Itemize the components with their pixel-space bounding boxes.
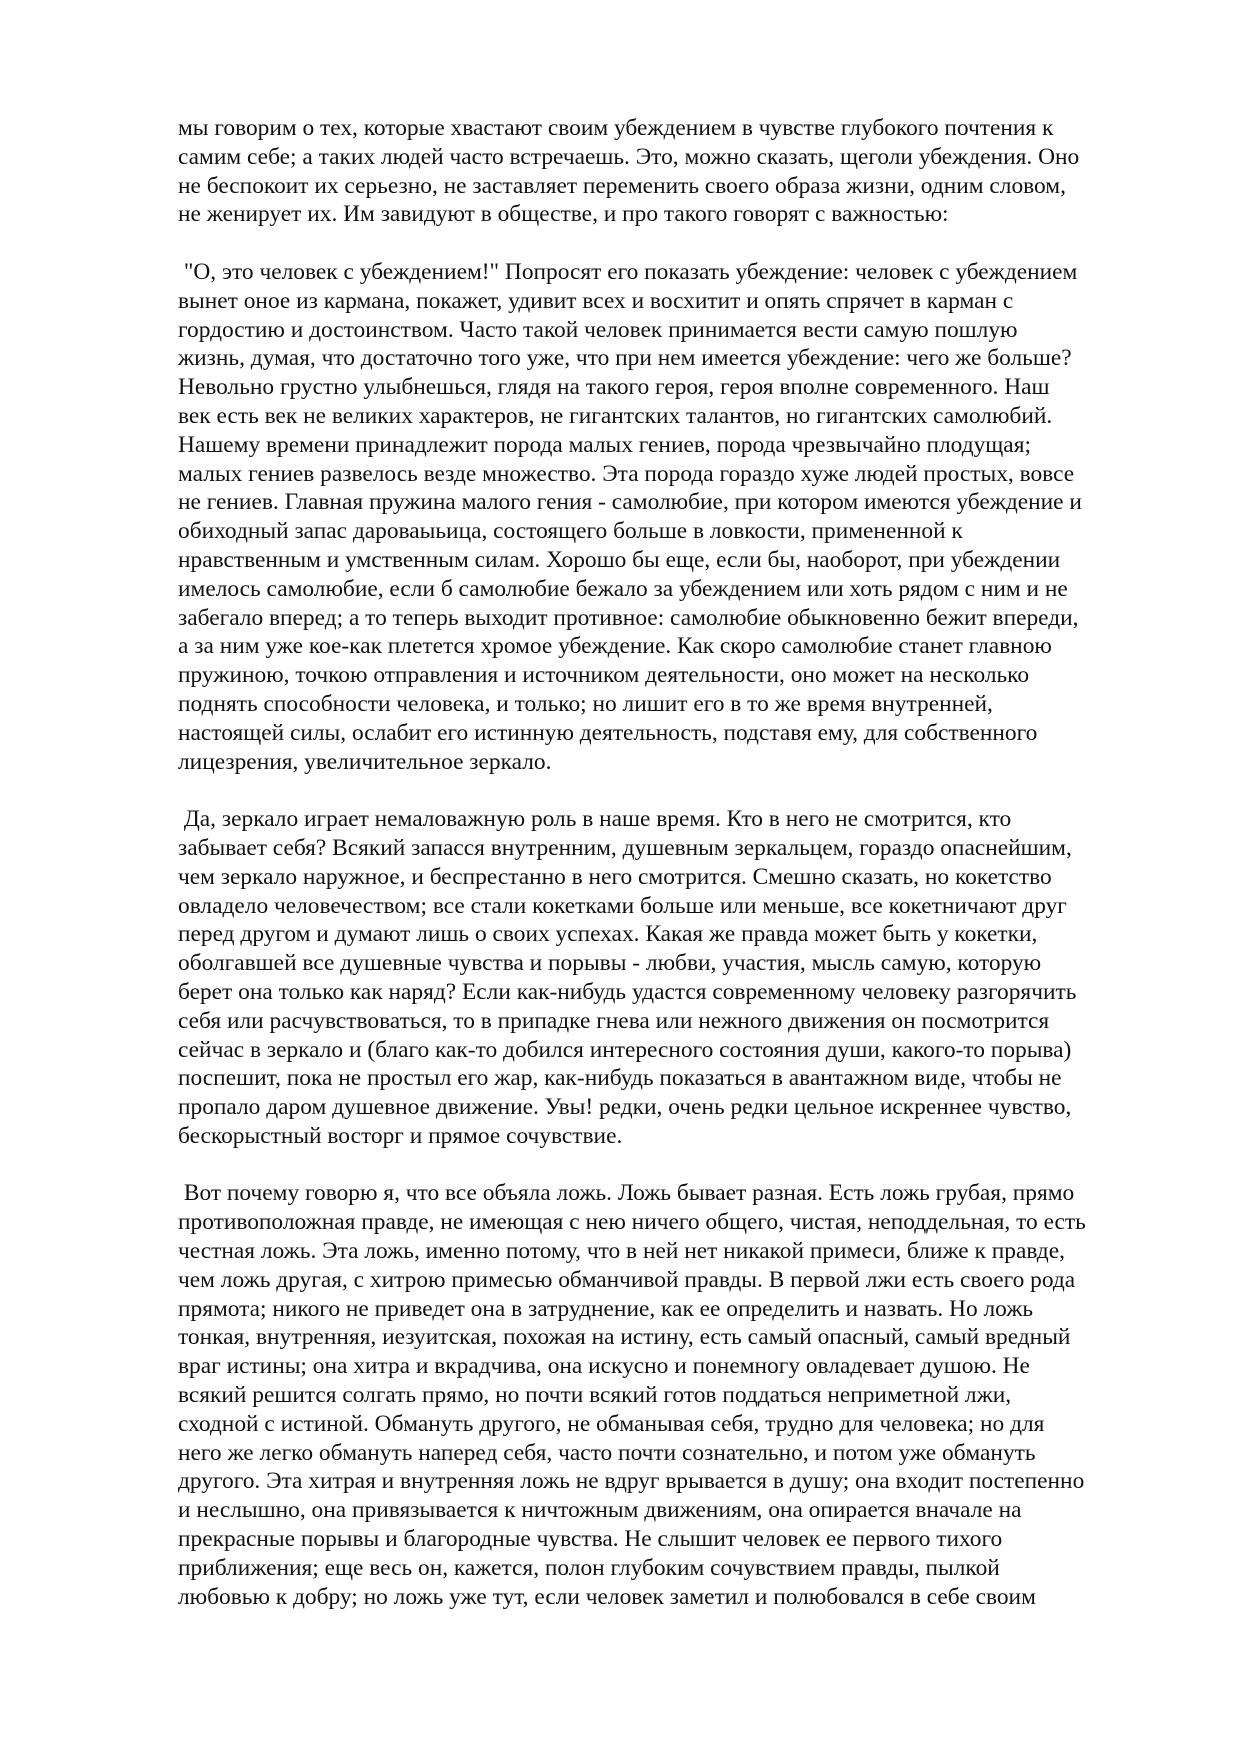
text-line: враг истины; она хитра и вкрадчива, она искусно и понемногу овладевает душою. Не: [178, 1353, 1030, 1380]
text-line: не гениев. Главная пружина малого гения - самолюбие, при котором имеются убеждение и: [178, 489, 1082, 516]
text-line: чем зеркало наружное, и беспрестанно в него смотрится. Смешно сказать, но кокетство: [178, 863, 1052, 890]
text-line: сейчас в зеркало и (благо как-то добился интересного состояния души, какого-то порыва): [178, 1036, 1072, 1063]
text-line: противоположная правде, не имеющая с нею ничего общего, чистая, неподдельная, то есть: [178, 1209, 1086, 1236]
text-line: и неслышно, она привязывается к ничтожным движениям, она опирается вначале на: [178, 1497, 1022, 1524]
text-line: перед другом и думают лишь о своих успехах. Какая же правда может быть у кокетки,: [178, 921, 1038, 948]
text-line: гордостию и достоинством. Часто такой человек принимается вести самую пошлую: [178, 316, 1018, 343]
text-line: тонкая, внутренняя, иезуитская, похожая на истину, есть самый опасный, самый вредный: [178, 1324, 1071, 1351]
text-line: не беспокоит их серьезно, не заставляет переменить своего образа жизни, одним словом,: [178, 172, 1066, 199]
text-line: а за ним уже кое-как плетется хромое убеждение. Как скоро самолюбие станет главною: [178, 633, 1052, 660]
text-line: бескорыстный восторг и прямое сочувствие.: [178, 1122, 623, 1149]
text-line: самим себе; а таких людей часто встречаешь. Это, можно сказать, щеголи убеждения. Оно: [178, 143, 1080, 170]
paragraph-2: [178, 258, 1178, 776]
text-line: мы говорим о тех, которые хвастают своим убеждением в чувстве глубокого почтения к: [178, 115, 1054, 141]
paragraph-1: [178, 114, 1178, 229]
text-line: пружиною, точкою отправления и источником деятельности, оно может на несколько: [178, 662, 1030, 689]
paragraph-4: [178, 1179, 1178, 1611]
text-line: любовью к добру; но ложь уже тут, если человек заметил и полюбовался в себе своим: [178, 1583, 1036, 1610]
text-line: честная ложь. Эта ложь, именно потому, что в ней нет никакой примеси, ближе к правде,: [178, 1238, 1065, 1265]
text-line: себя или расчувствоваться, то в припадке гнева или нежного движения он посмотрится: [178, 1007, 1050, 1034]
text-line: поднять способности человека, и только; но лишит его в то же время внутренней,: [178, 690, 993, 717]
text-line: поспешит, пока не простыл его жар, как-нибудь показаться в авантажном виде, чтобы не: [178, 1065, 1062, 1092]
text-line: забегало вперед; а то теперь выходит противное: самолюбие обыкновенно бежит впереди,: [178, 604, 1079, 631]
text-line: настоящей силы, ослабит его истинную деятельность, подставя ему, для собственного: [178, 719, 1038, 746]
text-line: пропало даром душевное движение. Увы! редки, очень редки цельное искреннее чувство,: [178, 1094, 1072, 1121]
text-line: сходной с истиной. Обмануть другого, не обманывая себя, трудно для человека; но для: [178, 1410, 1045, 1437]
text-line: вынет оное из кармана, покажет, удивит всех и восхитит и опять спрячет в карман с: [178, 287, 1014, 314]
text-line: Вот почему говорю я, что все объяла ложь. Ложь бывает разная. Есть ложь грубая, прямо: [178, 1180, 1075, 1207]
text-line: обиходный запас дароваыьица, состоящего больше в ловкости, примененной к: [178, 518, 963, 545]
text-line: чем ложь другая, с хитрою примесью обманчивой правды. В первой лжи есть своего рода: [178, 1266, 1076, 1293]
text-line: приближения; еще весь он, кажется, полон глубоким сочувствием правды, пылкой: [178, 1554, 1000, 1581]
text-line: нравственным и умственным силам. Хорошо бы еще, если бы, наоборот, при убеждении: [178, 546, 1061, 573]
text-line: оболгавшей все душевные чувства и порывы - любви, участия, мысль самую, которую: [178, 950, 1042, 977]
text-line: него же легко обмануть наперед себя, часто почти сознательно, и потом уже обмануть: [178, 1439, 1036, 1466]
text-line: прямота; никого не приведет она в затруднение, как ее определить и назвать. Но ложь: [178, 1295, 1034, 1322]
text-line: Нашему времени принадлежит порода малых гениев, порода чрезвычайно плодущая;: [178, 431, 1031, 458]
text-line: прекрасные порывы и благородные чувства. Не слышит человек ее первого тихого: [178, 1526, 1003, 1553]
text-line: овладело человечеством; все стали кокетками больше или меньше, все кокетничают друг: [178, 892, 1067, 919]
text-line: лицезрения, увеличительное зеркало.: [178, 748, 552, 775]
text-line: всякий решится солгать прямо, но почти всякий готов поддаться неприметной лжи,: [178, 1382, 1012, 1409]
text-line: век есть век не великих характеров, не гигантских талантов, но гигантских самолюбий.: [178, 402, 1053, 429]
document-page: [178, 114, 1178, 1640]
text-line: "О, это человек с убеждением!" Попросят его показать убеждение: человек с убеждением: [178, 258, 1078, 285]
text-line: другого. Эта хитрая и внутренняя ложь не вдруг врывается в душу; она входит постепенно: [178, 1468, 1085, 1495]
text-line: Да, зеркало играет немаловажную роль в наше время. Кто в него не смотрится, кто: [178, 806, 1012, 833]
text-line: берет она только как наряд? Если как-нибудь удастся современному человеку разгорячить: [178, 978, 1077, 1005]
text-line: не женирует их. Им завидуют в обществе, и про такого говорят с важностью:: [178, 201, 949, 228]
text-line: жизнь, думая, что достаточно того уже, что при нем имеется убеждение: чего же больше?: [178, 345, 1072, 372]
text-line: малых гениев развелось везде множество. Эта порода гораздо хуже людей простых, вовсе: [178, 460, 1075, 487]
text-line: забывает себя? Всякий запасся внутренним, душевным зеркальцем, гораздо опаснейшим,: [178, 834, 1072, 861]
text-line: Невольно грустно улыбнешься, глядя на такого героя, героя вполне современного. Наш: [178, 374, 1050, 401]
paragraph-3: [178, 805, 1178, 1151]
text-line: имелось самолюбие, если б самолюбие бежало за убеждением или хоть рядом с ним и не: [178, 575, 1068, 602]
